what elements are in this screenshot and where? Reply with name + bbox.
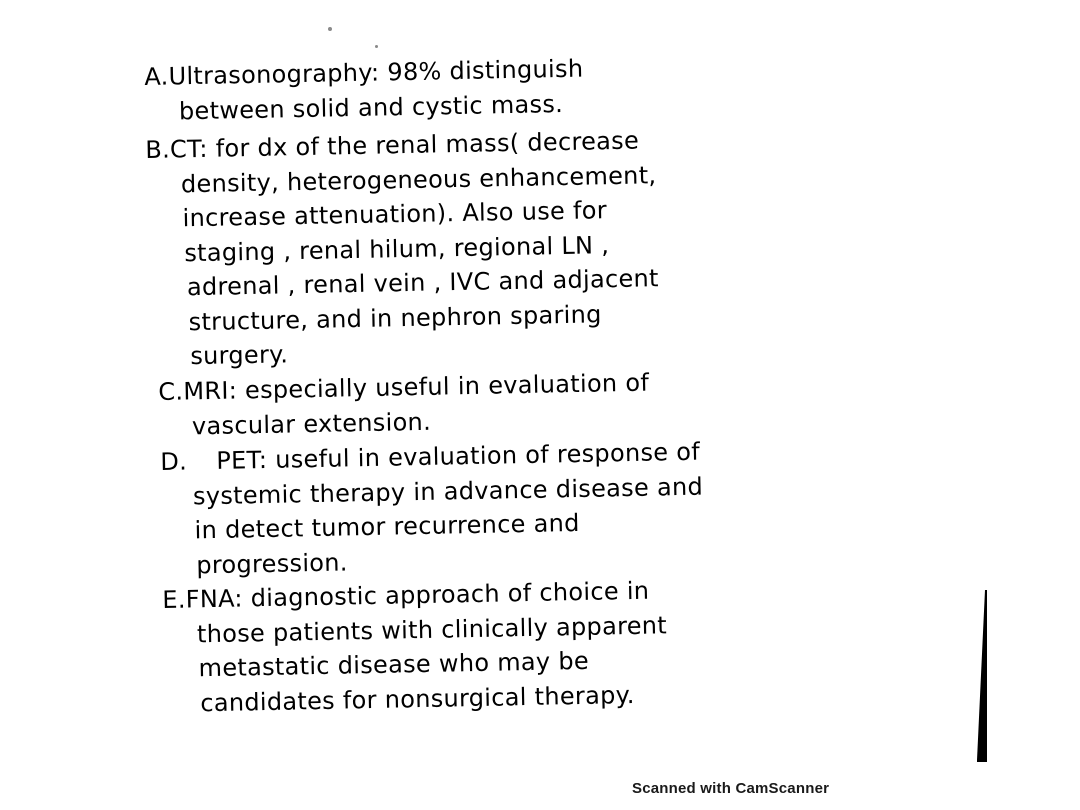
list-marker: A. <box>144 62 169 91</box>
list-item-text: those patients with clinically apparent <box>196 610 668 648</box>
list-marker: C. <box>158 377 184 406</box>
list-item-text: adrenal , renal vein , IVC and adjacent <box>186 264 659 302</box>
list-item-text: Ultrasonography: 98% distinguish <box>168 54 584 91</box>
list-item-text: systemic therapy in advance disease and <box>192 472 704 510</box>
list-item-text: candidates for nonsurgical therapy. <box>200 680 635 717</box>
scan-edge-mark <box>977 590 987 762</box>
list-item-text: between solid and cystic mass. <box>178 89 564 125</box>
list-item-text: vascular extension. <box>191 407 432 440</box>
list-marker: D. <box>160 447 188 476</box>
scanner-watermark: Scanned with CamScanner <box>632 780 830 797</box>
list-item-text: increase attenuation). Also use for <box>182 196 608 233</box>
list-item-text: surgery. <box>190 340 289 371</box>
list-item-text: structure, and in nephron sparing <box>188 299 602 336</box>
list-item-b <box>145 123 660 374</box>
list-marker: B. <box>145 135 171 164</box>
list-item-text: metastatic disease who may be <box>198 646 590 683</box>
list-item-text: density, heterogeneous enhancement, <box>180 160 657 198</box>
list-item-line <box>145 86 585 129</box>
list-item-text: FNA: diagnostic approach of choice in <box>185 576 650 614</box>
scan-speck <box>328 27 332 31</box>
list-item-text: in detect tumor recurrence and <box>194 508 580 545</box>
list-item-text: staging , renal hilum, regional LN , <box>184 230 610 267</box>
scan-speck <box>375 45 378 48</box>
list-item-text: PET: useful in evaluation of response of <box>216 437 701 475</box>
list-item-text: progression. <box>196 547 348 579</box>
list-item-text: CT: for dx of the renal mass( decrease <box>169 126 640 164</box>
list-item-d <box>160 435 705 583</box>
list-item-c <box>158 366 650 444</box>
list-item-e <box>162 573 669 721</box>
list-marker: E. <box>162 585 186 614</box>
list-item-a <box>144 52 584 129</box>
list-item-text: MRI: especially useful in evaluation of <box>183 368 650 406</box>
